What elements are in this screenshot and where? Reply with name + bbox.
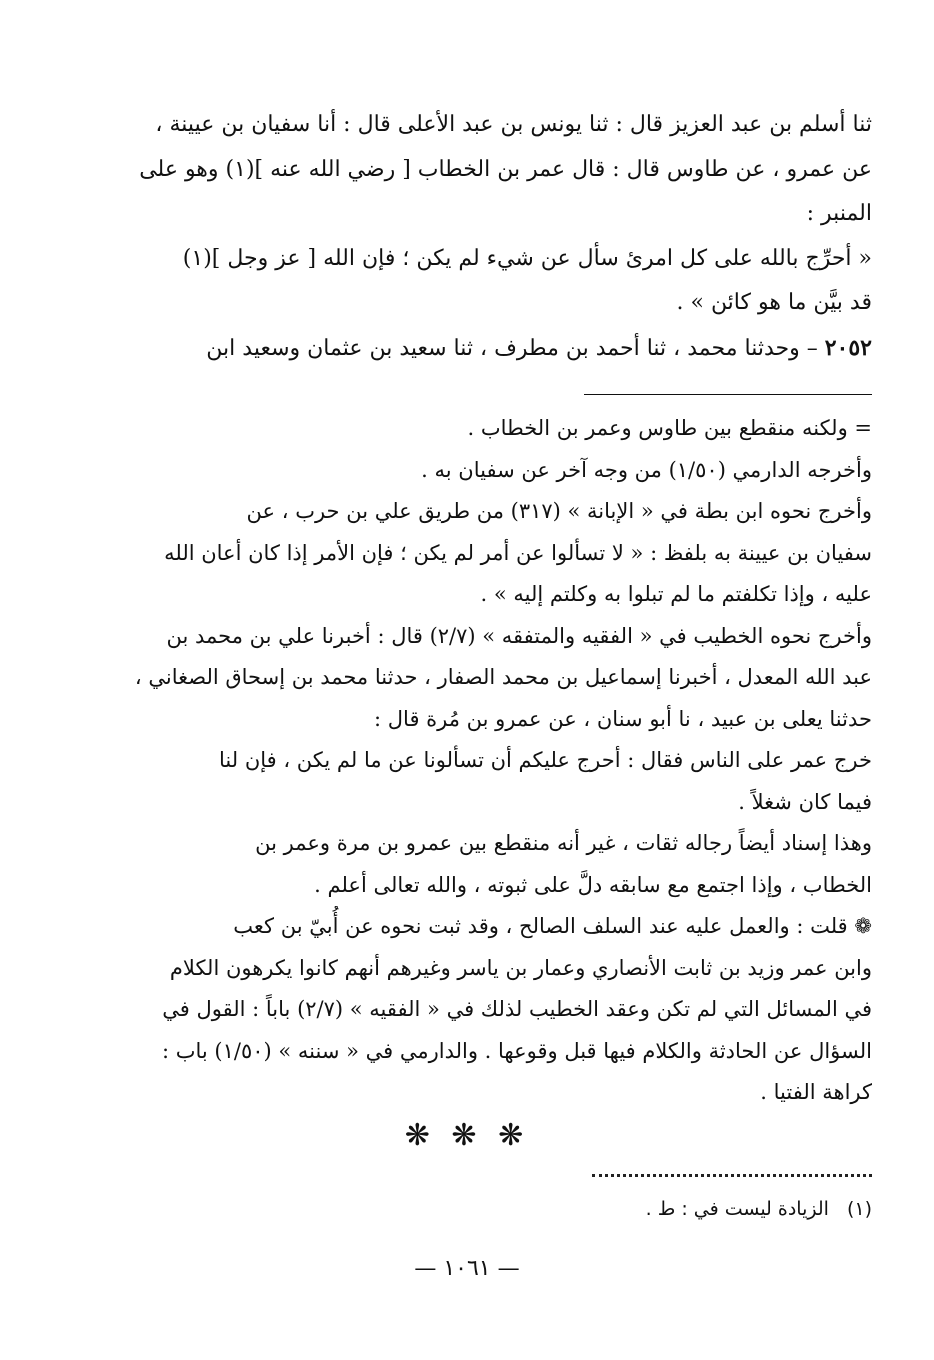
footnote-separator: [584, 394, 872, 395]
main-line: قد بيَّن ما هو كائن » .: [676, 290, 872, 315]
main-line: « أحرِّج بالله على كل امرئ سأل عن شيء لم يكن ؛ فإن الله [ عز وجل ](١): [182, 245, 872, 271]
note-line: سفيان بن عيينة به بلفظ : « لا تسألوا عن أمر لم يكن ؛ فإن الأمر إذا كان أعان الله: [164, 540, 872, 565]
note-line: وابن عمر وزيد بن ثابت الأنصاري وعمار بن ياسر وغيرهم أنهم كانوا يكرهون الكلام: [169, 955, 872, 980]
note-line: وهذا إسناد أيضاً رجاله ثقات ، غير أنه منقطع بين عمرو بن مرة وعمر بن: [255, 831, 872, 855]
note-line: = ولكنه منقطع بين طاوس وعمر بن الخطاب .: [467, 416, 872, 440]
hadith-line: [62, 326, 872, 371]
note-line: كراهة الفتيا .: [760, 1080, 872, 1104]
footnote-text: الزيادة ليست في : ط .: [645, 1198, 829, 1220]
footnote: [646, 1198, 872, 1220]
note-line: عبد الله المعدل ، أخبرنا إسماعيل بن محمد الصفار ، حدثنا محمد بن إسحاق الصغاني ،: [134, 665, 872, 689]
main-line: عن عمرو ، عن طاوس قال : قال عمر بن الخطاب [ رضي الله عنه ](١) وهو على: [139, 156, 872, 182]
note-line: خرج عمر على الناس فقال : أحرج عليكم أن تسألونا عن ما لم يكن ، فإن لنا: [219, 748, 872, 772]
main-line: المنبر :: [806, 201, 872, 226]
note-line: فيما كان شغلاً .: [738, 789, 872, 814]
footnote-number: (١): [846, 1198, 872, 1220]
hadith-number: ٢٠٥٢: [824, 334, 872, 361]
main-text: [62, 103, 872, 370]
note-line: في المسائل التي لم تكن وعقد الخطيب لذلك في « الفقيه » (٢/٧) باباً : القول في: [162, 997, 872, 1021]
commentary-notes: [62, 408, 872, 1114]
note-line: وأخرج نحوه الخطيب في « الفقيه والمتفقه » (٢/٧) قال : أخبرنا علي بن محمد بن: [166, 623, 872, 648]
separator-stars-icon: ❋ ❋ ❋: [404, 1118, 530, 1153]
note-line: وأخرج نحوه ابن بطة في « الإبانة » (٣١٧) من طريق علي بن حرب ، عن: [246, 499, 872, 523]
note-line: حدثنا يعلى بن عبيد ، نا أبو سنان ، عن عمرو بن مُرة قال :: [374, 706, 872, 731]
page-number: — ١٠٦١ —: [414, 1256, 520, 1281]
note-line: السؤال عن الحادثة والكلام فيها قبل وقوعها . والدارمي في « سننه » (١/٥٠) باب :: [161, 1038, 872, 1063]
note-line: وأخرجه الدارمي (١/٥٠) من وجه آخر عن سفيان به .: [421, 457, 872, 482]
hadith-text: – وحدثنا محمد ، ثنا أحمد بن مطرف ، ثنا سعيد بن عثمان وسعيد ابن: [206, 335, 825, 361]
main-line: ثنا أسلم بن عبد العزيز قال : ثنا يونس بن عبد الأعلى قال : أنا سفيان بن عيينة ،: [155, 112, 872, 137]
note-line: عليه ، وإذا تكلفتم ما لم تبلوا به وكلتم إليه » .: [480, 582, 872, 606]
note-line: الخطاب ، وإذا اجتمع مع سابقه دلَّ على ثبوته ، والله تعالى أعلم .: [314, 872, 872, 897]
dotted-divider: [592, 1174, 872, 1189]
note-line: ❁ قلت : والعمل عليه عند السلف الصالح ، وقد ثبت نحوه عن أُبيّ بن كعب: [233, 914, 872, 938]
